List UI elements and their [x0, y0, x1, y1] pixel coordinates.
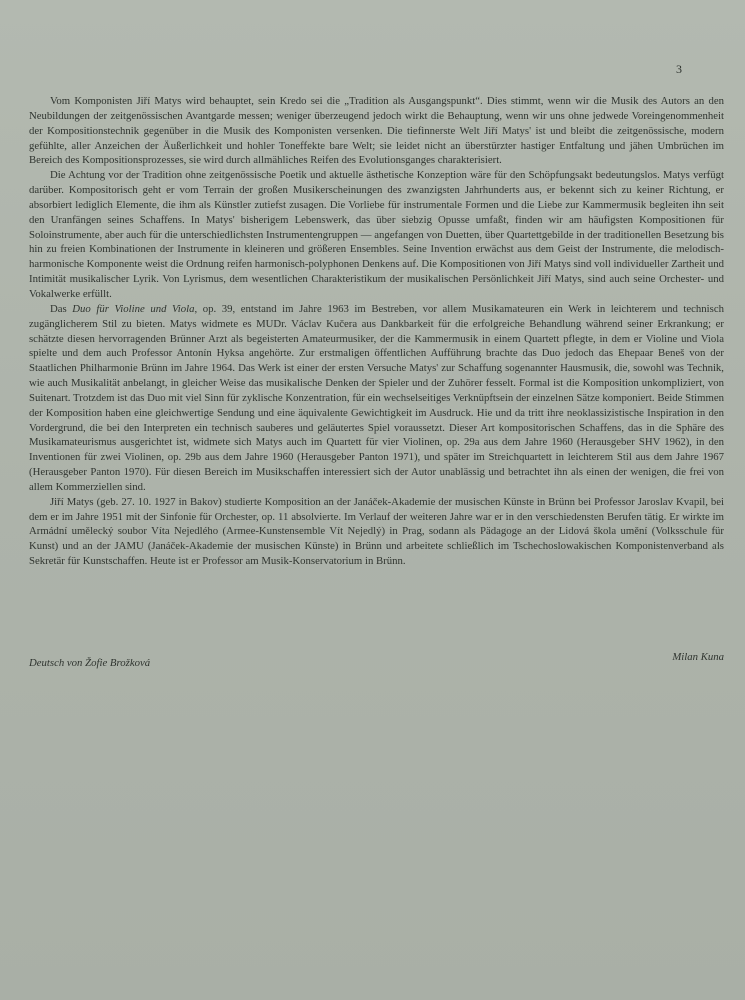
paragraph-biography: Jiří Matys (geb. 27. 10. 1927 in Bakov) studierte Komposition an der Janáček-Akademie der musischen Künste in Brünn bei Professor Jaroslav Kvapil, bei dem er im Jahre 1951 mit der Sinfonie für Orchester, op. 11 absolvierte. Im Verlauf der weiteren Jahre war er in den verschiedensten Berufen tätig. Er wirkte im Armádní umělecký soubor Víta Nejedlého (Armee-Kunstensemble Vít Nejedlý) in Prag, sodann als Pädagoge an der Lidová škola umění (Volksschule für Kunst) und an der JAMU (Janáček-Akademie der musischen Künste) in Brünn und arbeitete schließlich im Tschechoslowakischen Komponistenverband als Sekretär für Kunstschaffen. Heute ist er Professor am Musik-Konservatorium in Brünn. — [29, 495, 724, 568]
translator-credit: Deutsch von Žofie Brožková — [29, 657, 151, 669]
author-credit: Milan Kuna — [672, 651, 724, 663]
paragraph-duo-lead: Das — [50, 302, 73, 315]
article-body — [29, 94, 724, 569]
page-number: 3 — [676, 62, 683, 76]
paragraph-intro: Vom Komponisten Jiří Matys wird behauptet, sein Kredo sei die „Tradition als Ausgangspunkt“. Dies stimmt, wenn wir die Musik des Autors an den Neubildungen der zeitgenössischen Avantgarde messen; weniger überzeugend jedoch wirkt die Behauptung, wenn wir uns ohne jedwede Voreingenommenheit der Kompositionstechnik gegenüber in die Musik des Komponisten versenken. Die tiefinnerste Welt Jiří Matys' ist und bleibt die zeitgenössische, modern gefühlte, aller Anzeichen der Äußerlichkeit und hohler Toneffekte bare Welt; sie leidet nicht an überstürzter hastiger Entfaltung und jähen Umbrüchen im Bereich des Kompositionsprozesses, sie wird durch allmähliches Reifen des Evolutionsganges charakterisiert. — [29, 95, 724, 167]
paragraph-tradition: Die Achtung vor der Tradition ohne zeitgenössische Poetik und aktuelle ästhetische Konzeption wäre für den Schöpfungsakt bedeutungslos. Matys verfügt darüber. Kompositorisch geht er vom Terrain der großen Musikerscheinungen des zwanzigsten Jahrhunderts aus, er bekennt sich zu keiner Richtung, er absorbiert lediglich Elemente, die ihm als Künstler zutiefst zusagen. Die Vorliebe für instrumentale Formen und die Liebe zur Kammermusik begleiten ihn seit den Uranfängen seines Schaffens. In Matys' bisherigem Lebenswerk, das über siebzig Opusse umfaßt, finden wir am häufigsten Kompositionen für Soloinstrumente, aber auch für die unterschiedlichsten Instrumentengruppen — angefangen von Duetten, über Quartettgebilde in der traditionellen Besetzung bis hin zu freien Kombinationen der Instrumente in kleineren und größeren Ensembles. Seine Invention erwächst aus dem Geist der Instrumente, die melodisch-harmonische Komponente weist die Ordnung reifen harmonisch-polyphonen Denkens auf. Die Kompositionen von Jiří Matys sind voll individueller Zartheit und Intimität musikalischer Lyrik. Von Lyrismus, dem wesentlichen Charakteristikum der musikalischen Persönlichkeit Jiří Matys, sind auch seine Orchester- und Vokalwerke erfüllt. — [29, 169, 724, 300]
paragraph-duo — [29, 302, 724, 495]
paragraph-duo-rest: , op. 39, entstand im Jahre 1963 im Bestreben, vor allem Musikamateuren ein Werk in leichterem und technisch zugänglicherem Stil zu bieten. Matys widmete es MUDr. Václav Kučera aus Dankbarkeit für die erfolgreiche Behandlung während seiner Erkrankung; er schätzte diesen hervorragenden Brünner Arzt als begeisterten Amateurmusiker, der die Kammermusik in einem Quartett pflegte, in dem er Violine und Viola spielte und dem auch Professor Antonín Hyksa angehörte. Zur erstmaligen öffentlichen Aufführung brachte das Duo jedoch das Ehepaar Beneš von der Staatlichen Philharmonie Brünn im Jahre 1964. Das Werk ist einer der ersten Versuche Matys' zur Schaffung sogenannter Hausmusik, die, sowohl was Technik, wie auch Musikalität anbelangt, in gleicher Weise das musikalische Denken der Spieler und der Zuhörer fesselt. Formal ist die Komposition unkompliziert, von Suitenart. Trotzdem ist das Duo mit viel Sinn für zyklische Konzentration, für ein wechselseitiges Verknüpftsein der einzelnen Sätze komponiert. Beide Stimmen der Komposition haben eine gleichwertige Sendung und eine äquivalente Gewichtigkeit im Ausdruck. Hie und da tritt ihre neoklassizistische Inspiration in den Vordergrund, die bei den Interpreten ein technisch sauberes und geläutertes Spiel voraussetzt. Dieser Art kompositorischen Schaffens, das in die Sphäre des Musikamateurismus ausgerichtet ist, widmete sich Matys auch im Quartett für vier Violinen, op. 29a aus dem Jahre 1960 (Herausgeber SHV 1962), in den Inventionen für zwei Violinen, op. 29b aus dem Jahre 1960 (Herausgeber Panton 1971), und später im Streichquartett in leichterem Stil aus dem Jahre 1967 (Herausgeber Panton 1970). Für diesen Bereich im Musikschaffen interessiert sich der Autor unablässig und betrachtet ihn als einen der wenigen, die frei von allem Kommerziellen sind. — [29, 302, 724, 493]
work-title: Duo für Violine und Viola — [72, 302, 195, 315]
